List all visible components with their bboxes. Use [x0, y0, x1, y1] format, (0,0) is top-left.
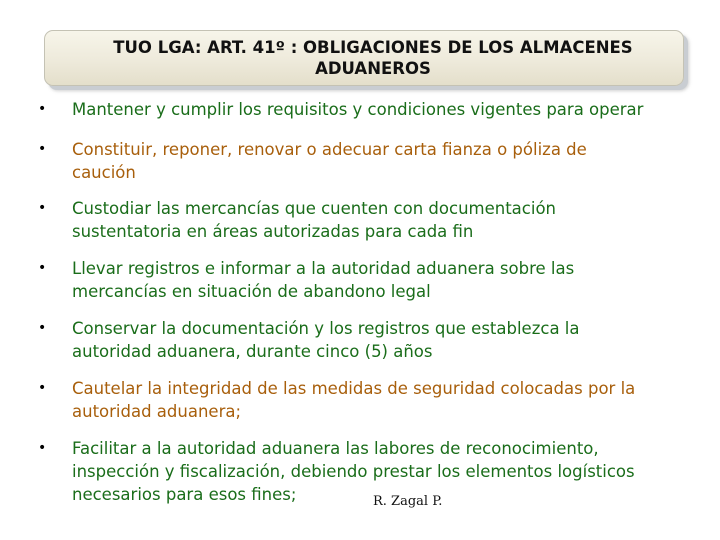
bullet-dot: •: [38, 320, 47, 336]
list-item-text: autoridad aduanera;: [72, 402, 242, 421]
list-item: [38, 437, 688, 506]
list-item: [38, 257, 688, 303]
list-item-text: caución: [72, 163, 136, 182]
author-signature: R. Zagal P.: [373, 494, 443, 509]
bullet-dot: •: [38, 260, 47, 276]
list-item: [38, 197, 688, 243]
list-item: [38, 377, 688, 423]
list-item-text: Conservar la documentación y los registros que establezca la: [72, 319, 580, 338]
list-item-text: Cautelar la integridad de las medidas de seguridad colocadas por la: [72, 379, 636, 398]
list-item-text: Facilitar a la autoridad aduanera las labores de reconocimiento,: [72, 439, 599, 458]
list-item-text: Llevar registros e informar a la autoridad aduanera sobre las: [72, 259, 575, 278]
list-item: [38, 317, 688, 363]
bullet-dot: •: [38, 380, 47, 396]
bullet-dot: •: [38, 101, 47, 117]
list-item-text: Constituir, reponer, renovar o adecuar carta fianza o póliza de: [72, 140, 587, 159]
list-item-text: mercancías en situación de abandono legal: [72, 282, 431, 301]
title-line-2: ADUANEROS: [315, 59, 431, 78]
list-item-text: sustentatoria en áreas autorizadas para cada fin: [72, 222, 474, 241]
list-item: [38, 98, 688, 121]
list-item: [38, 138, 688, 184]
list-item-text: Custodiar las mercancías que cuenten con documentación: [72, 199, 556, 218]
list-item-text: necesarios para esos fines;: [72, 485, 297, 504]
list-item-text: inspección y fiscalización, debiendo prestar los elementos logísticos: [72, 462, 635, 481]
bullet-dot: •: [38, 440, 47, 456]
list-item-text: autoridad aduanera, durante cinco (5) años: [72, 342, 433, 361]
list-item-text: Mantener y cumplir los requisitos y condiciones vigentes para operar: [72, 100, 644, 119]
bullet-dot: •: [38, 200, 47, 216]
title-line-1: TUO LGA: ART. 41º : OBLIGACIONES DE LOS ALMACENES: [113, 38, 633, 57]
bullet-dot: •: [38, 141, 47, 157]
